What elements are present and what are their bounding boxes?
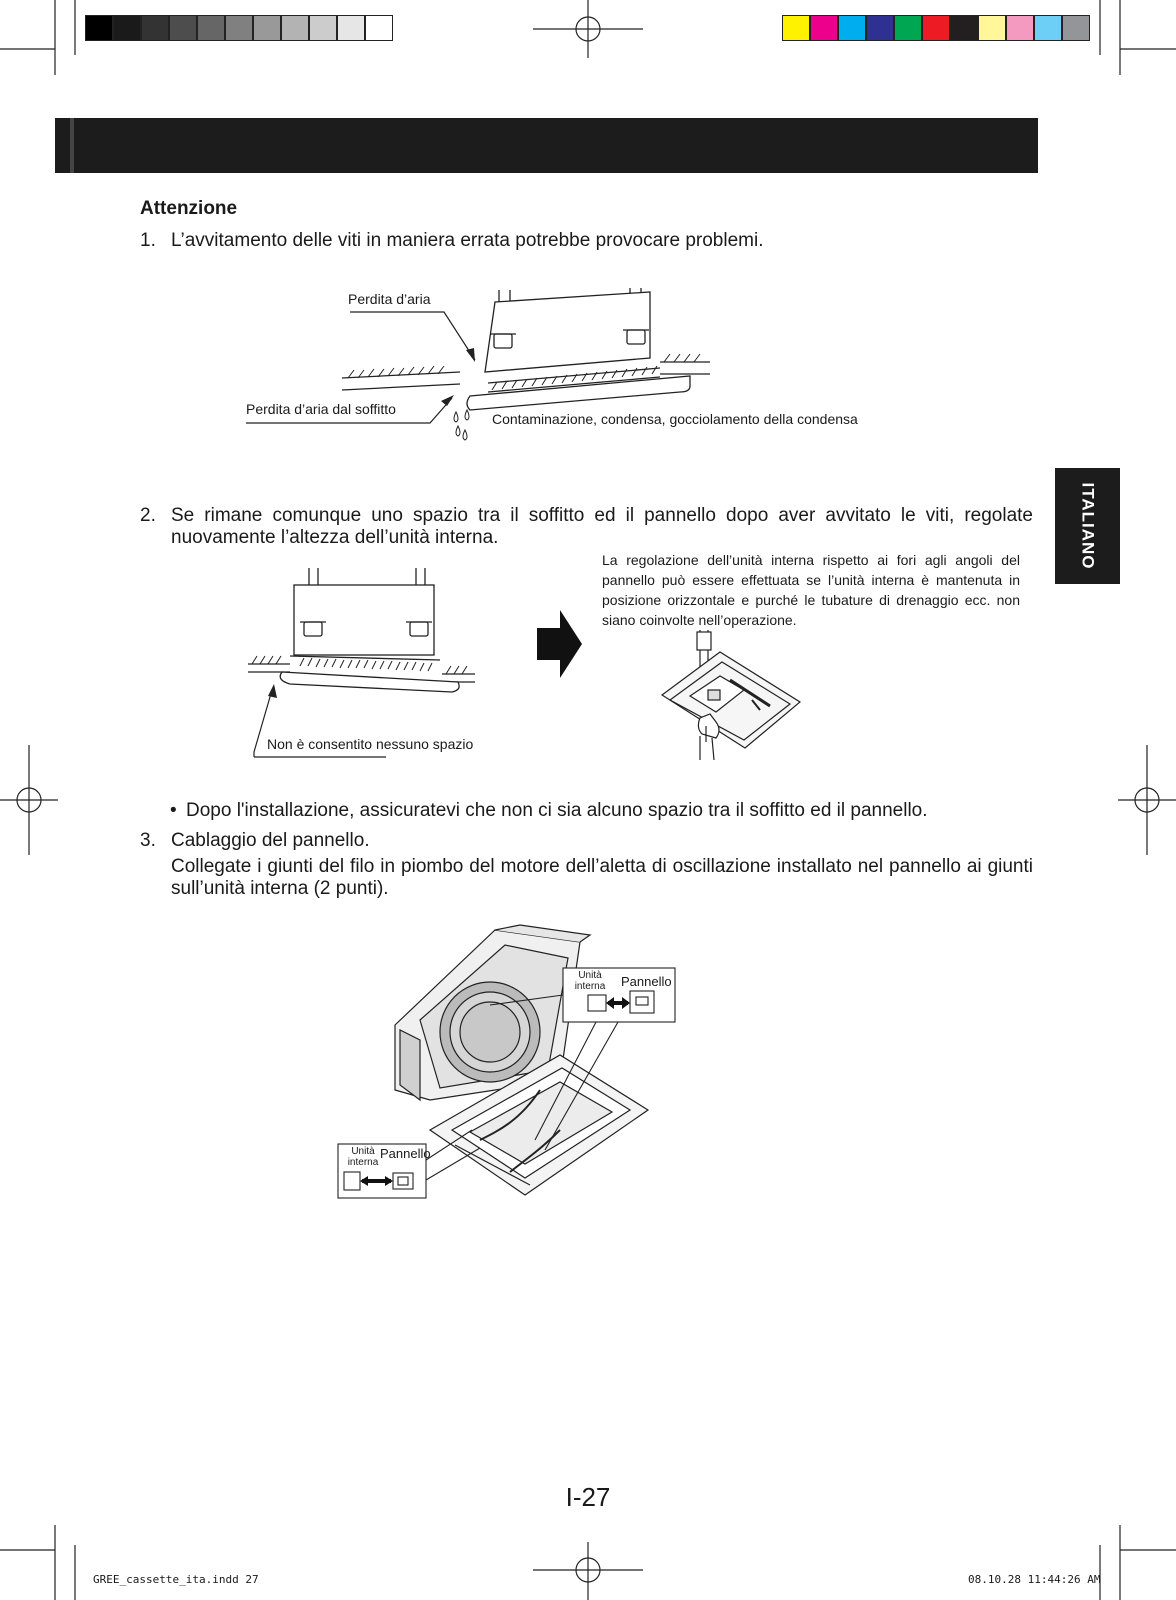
bullet-text: Dopo l'installazione, assicuratevi che non ci sia alcuno spazio tra il soffitto ed il pannello.: [186, 800, 928, 821]
item-3-text: Collegate i giunti del filo in piombo del motore dell’aletta di oscillazione installato nel pannello ai giunti sull’unità interna (2 punti).: [171, 856, 1033, 899]
item-2-text: Se rimane comunque uno spazio tra il soffitto ed il pannello dopo aver avvitato le viti, regolate nuovamente l’altezza dell’unità interna.: [171, 505, 1033, 548]
item-1-text: L’avvitamento delle viti in maniera errata potrebbe provocare problemi.: [171, 230, 764, 251]
label-panel-bottom: Pannello: [380, 1146, 431, 1161]
page-number: I-27: [565, 1482, 611, 1512]
item-2-number: 2.: [140, 505, 156, 526]
item-3-number: 3.: [140, 830, 156, 851]
bullet-mark: •: [170, 800, 177, 821]
language-tab-label: ITALIANO: [1078, 482, 1098, 570]
label-indoor-unit-bottom: Unità interna: [347, 1146, 379, 1168]
label-indoor-unit-top: Unità interna: [574, 970, 606, 992]
label-panel-top: Pannello: [621, 974, 672, 989]
adjustment-note: La regolazione dell’unità interna rispetto ai fori agli angoli del pannello può essere effettuata se l’unità interna è mantenuta in posizione orizzontale e purché le tubature di drenaggio ecc. non siano coinvolte nell’operazione.: [602, 552, 1020, 628]
footer-timestamp: 08.10.28 11:44:26 AM: [968, 1573, 1101, 1586]
footer-file: GREE_cassette_ita.indd 27: [93, 1573, 259, 1586]
item-3-title: Cablaggio del pannello.: [171, 830, 370, 851]
item-1-number: 1.: [140, 230, 156, 251]
heading: Attenzione: [140, 198, 238, 219]
label-no-gap: Non è consentito nessuno spazio: [267, 736, 474, 752]
label-air-leak: Perdita d’aria: [348, 291, 431, 307]
label-contamination: Contaminazione, condensa, gocciolamento della condensa: [492, 411, 858, 427]
label-ceiling-air-leak: Perdita d’aria dal soffitto: [246, 401, 396, 417]
